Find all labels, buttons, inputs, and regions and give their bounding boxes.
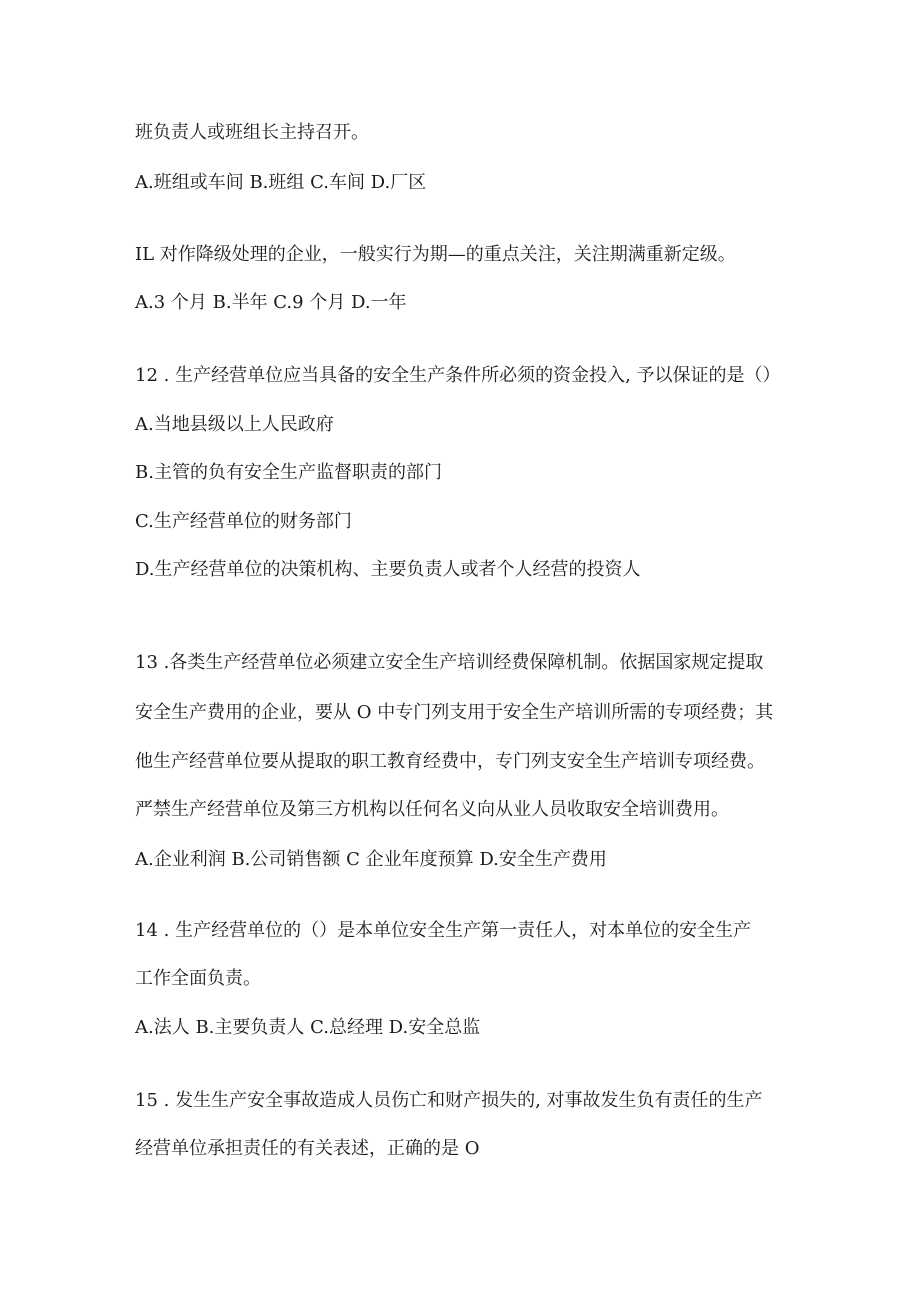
answer-option-d: D.生产经营单位的决策机构、主要负责人或者个人经营的投资人 [135, 559, 641, 580]
question-14: 14 . 生产经营单位的（）是本单位安全生产第一责任人，对本单位的安全生产 [135, 920, 752, 941]
text-line: 班负责人或班组长主持召开。 [135, 122, 369, 143]
answer-option-c: C.生产经营单位的财务部门 [135, 511, 352, 532]
text-line: 经营单位承担责任的有关表述，正确的是 O [135, 1138, 480, 1159]
answer-options: A.班组或车间 B.班组 C.车间 D.厂区 [135, 172, 427, 193]
answer-option-a: A.当地县级以上人民政府 [135, 414, 334, 435]
text-line: 他生产经营单位要从提取的职工教育经费中，专门列支安全生产培训专项经费。 [135, 751, 765, 772]
answer-options: A.3 个月 B.半年 C.9 个月 D.一年 [135, 292, 407, 313]
text-line: 严禁生产经营单位及第三方机构以任何名义向从业人员收取安全培训费用。 [135, 799, 729, 820]
text-line: 工作全面负责。 [135, 968, 261, 989]
question-13: 13 .各类生产经营单位必须建立安全生产培训经费保障机制。依据国家规定提取 [135, 652, 764, 673]
answer-options: A.企业利润 B.公司销售额 C 企业年度预算 D.安全生产费用 [135, 849, 607, 870]
question-15: 15 . 发生生产安全事故造成人员伤亡和财产损失的, 对事故发生负有责任的生产 [135, 1090, 763, 1111]
text-line: 安全生产费用的企业，要从 O 中专门列支用于安全生产培训所需的专项经费；其 [135, 702, 774, 723]
answer-options: A.法人 B.主要负责人 C.总经理 D.安全总监 [135, 1017, 481, 1038]
question-11: IL 对作降级处理的企业，一般实行为期—的重点关注，关注期满重新定级。 [135, 244, 736, 265]
answer-option-b: B.主管的负有安全生产监督职责的部门 [135, 462, 442, 483]
question-12: 12 . 生产经营单位应当具备的安全生产条件所必须的资金投入, 予以保证的是（） [135, 365, 781, 386]
